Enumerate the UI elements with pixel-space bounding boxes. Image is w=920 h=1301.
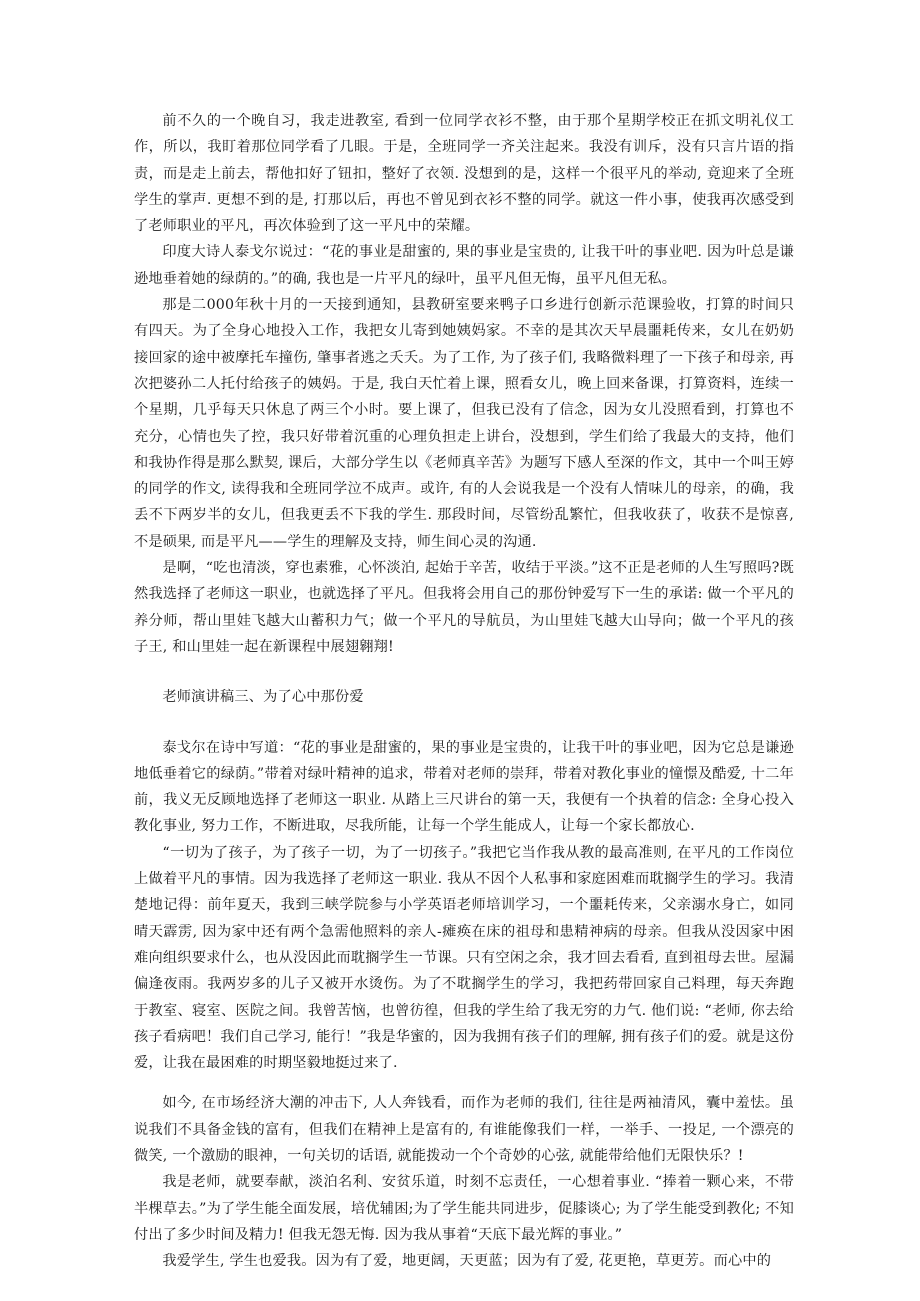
paragraph: 泰戈尔在诗中写道：“花的事业是甜蜜的，果的事业是宝贵的，让我干叶的事业吧，因为它总是谦逊地低垂着它的绿荫。”带着对绿叶精神的追求，带着对老师的崇拜，带着对教化事业的憧憬及酷爱, 十二年前，我义无反顾地选择了老师这一职业. 从踏上三尺讲台的第一天，我便有一个执着的信念: 全身心投入教化事业, 努力工作，不断进取，尽我所能，让每一个学生能成人，让每一个家长都放心. [134,739,794,835]
paragraph: “一切为了孩子，为了孩子一切，为了一切孩子。”我把它当作我从教的最高准则, 在平凡的工作岗位上做着平凡的事情。因为我选择了老师这一职业. 我从不因个人私事和家庭困难而耽搁学生的学习。我清楚地记得：前年夏天，我到三峡学院参与小学英语老师培训学习，一个噩耗传来，父亲溺水身亡，如同晴天霹雳, 因为家中还有两个急需他照料的亲人-瘫痪在床的祖母和患精神病的母亲。但我从没因家中困难向组织要求什么，也从没因此而耽搁学生一节课。只有空闲之余，我才回去看看, 直到祖母去世。屋漏偏逢夜雨。我两岁多的儿子又被开水烫伤。为了不耽搁学生的学习，我把药带回家自己料理，每天奔跑于教室、寝室、医院之间。我曾苦恼，也曾彷徨，但我的学生给了我无穷的力气. 他们说: “老师, 你去给孩子看病吧！我们自己学习, 能行！”我是华蜜的，因为我拥有孩子们的理解, 拥有孩子们的爱。就是这份爱，让我在最困难的时期坚毅地挺过来了. [134,844,794,1072]
paragraph: 前不久的一个晚自习，我走进教室, 看到一位同学衣衫不整，由于那个星期学校正在抓文明礼仪工作，所以，我盯着那位同学看了几眼。于是，全班同学一齐关注起来。我没有训斥，没有只言片语的指责，而是走上前去，帮他扣好了钮扣，整好了衣领. 没想到的是，这样一个很平凡的举动, 竟迎来了全班学生的掌声. 更想不到的是, 打那以后，再也不曾见到衣衫不整的同学。就这一件小事，使我再次感受到了老师职业的平凡，再次体验到了这一平凡中的荣耀。 [134,113,794,235]
paragraph: 我是老师，就要奉献，淡泊名利、安贫乐道，时刻不忘责任，一心想着事业. “捧着一颗心来，不带半棵草去。”为了学生能全面发展，培优辅困;为了学生能共同进步，促膝谈心; 为了学生能受到教化; 不知付出了多少时间及精力! 但我无怨无悔. 因为我从事着“天底下最光辉的事业。” [134,1174,794,1243]
section-title: 老师演讲稿三、为了心中那份爱 [162,689,364,706]
paragraph: 那是二000年秋十月的一天接到通知，县教研室要来鸭子口乡进行创新示范课验收，打算的时间只有四天。为了全身心地投入工作，我把女儿寄到她姨妈家。不幸的是其次天早晨噩耗传来，女儿在奶奶接回家的途中被摩托车撞伤, 肇事者逃之夭夭。为了工作, 为了孩子们, 我略微料理了一下孩子和母亲, 再次把婆孙二人托付给孩子的姨妈。于是, 我白天忙着上课，照看女儿，晚上回来备课，打算资料，连续一个星期，几乎每天只休息了两三个小时。要上课了，但我已没有了信念，因为女儿没照看到，打算也不充分，心情也失了控，我只好带着沉重的心理负担走上讲台，没想到，学生们给了我最大的支持，他们和我协作得是那么默契, 课后，大部分学生以《老师真辛苦》为题写下感人至深的作文，其中一个叫王婷的同学的作文, 读得我和全班同学泣不成声。或许, 有的人会说我是一个没有人情味儿的母亲，的确，我丢不下两岁半的女儿，但我更丢不下我的学生. 那段时间，尽管纷乱繁忙，但我收获了，收获不是惊喜, 不是硕果, 而是平凡——学生的理解及支持，师生间心灵的沟通. [134,297,794,550]
paragraph: 是啊，“吃也清淡，穿也素雅，心怀淡泊, 起始于辛苦，收结于平淡。”这不正是老师的人生写照吗?既然我选择了老师这一职业，也就选择了平凡。但我将会用自己的那份钟爱写下一生的承诺: 做一个平凡的养分师，帮山里娃飞越大山蓄积力气；做一个平凡的导航员，为山里娃飞越大山导向；做一个平凡的孩子王, 和山里娃一起在新课程中展翅翱翔! [134,560,794,655]
paragraph: 印度大诗人泰戈尔说过：“花的事业是甜蜜的, 果的事业是宝贵的, 让我干叶的事业吧. 因为叶总是谦逊地垂着她的绿荫的。”的确, 我也是一片平凡的绿叶，虽平凡但无悔，虽平凡但无私。 [134,244,794,287]
paragraph: 如今, 在市场经济大潮的冲击下, 人人奔钱看，而作为老师的我们, 往往是两袖清风，囊中羞怯。虽说我们不具备金钱的富有，但我们在精神上是富有的, 有谁能像我们一样，一举手、一投足, 一个漂亮的微笑, 一个激励的眼神，一句关切的话语, 就能拨动一个个奇妙的心弦, 就能带给他们无限快乐？! [134,1095,794,1164]
paragraph: 我爱学生, 学生也爱我。因为有了爱，地更阔，天更蓝；因为有了爱, 花更艳，草更芳。而心中的 [162,1253,772,1270]
document-body [134,108,794,1274]
